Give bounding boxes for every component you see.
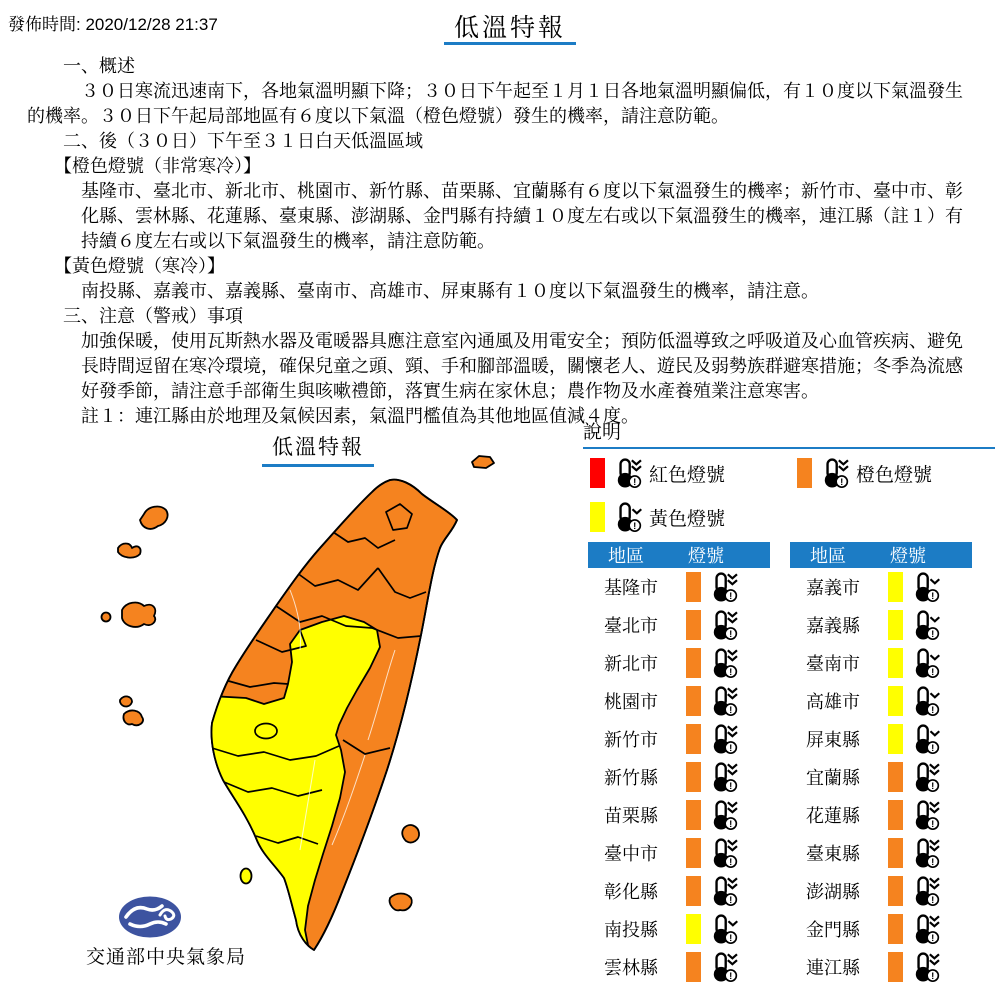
signal-swatch — [686, 724, 701, 754]
thermometer-icon — [706, 571, 739, 604]
signal-swatch — [888, 762, 903, 792]
body-line: 長時間逗留在寒冷環境，確保兒童之頭、頸、手和腳部溫暖，關懷老人、遊民及弱勢族群避寒措施；冬季為流感 — [27, 356, 963, 376]
body-line: 的機率。３０日下午起局部地區有６度以下氣溫（橙色燈號）發生的機率，請注意防範。 — [27, 106, 729, 126]
body-line: 【黃色燈號（寒冷）】 — [27, 256, 225, 276]
thermometer-icon — [908, 837, 941, 870]
table-row — [790, 606, 972, 644]
svg-text:!: ! — [931, 780, 935, 792]
table-row — [790, 796, 972, 834]
region-signal-tables — [588, 542, 995, 986]
svg-text:!: ! — [931, 742, 935, 754]
signal-swatch — [888, 800, 903, 830]
signal-swatch — [888, 952, 903, 982]
signal-swatch — [888, 914, 903, 944]
signal-swatch — [888, 648, 903, 678]
signal-swatch — [888, 686, 903, 716]
island-green — [402, 825, 419, 842]
region-name: 新竹縣 — [604, 768, 658, 788]
signal-swatch — [686, 914, 701, 944]
region-name: 苗栗縣 — [604, 806, 658, 826]
table-header — [588, 542, 770, 568]
table-row — [790, 758, 972, 796]
body-line: ３０日寒流迅速南下，各地氣溫明顯下降；３０日下午起至１月１日各地氣溫明顯偏低，有１０度以下氣溫發生 — [27, 81, 963, 101]
svg-text:!: ! — [729, 780, 733, 792]
body-line: 南投縣、嘉義市、嘉義縣、臺南市、高雄市、屏東縣有１０度以下氣溫發生的機率，請注意。 — [27, 281, 819, 301]
region-name: 連江縣 — [806, 958, 860, 978]
table-row — [790, 644, 972, 682]
thermometer-icon — [706, 875, 739, 908]
svg-text:!: ! — [729, 818, 733, 830]
thermometer-icon — [610, 457, 643, 490]
svg-text:!: ! — [729, 970, 733, 982]
region-table-right — [790, 542, 972, 986]
publish-time: 發佈時間: 2020/12/28 21:37 — [8, 15, 218, 34]
island-kinmen-b — [123, 710, 143, 725]
region-name: 花蓮縣 — [806, 806, 860, 826]
island-penghu-islet — [102, 613, 111, 622]
svg-text:!: ! — [931, 970, 935, 982]
thermometer-icon — [706, 951, 739, 984]
svg-text:!: ! — [931, 590, 935, 602]
color-swatch — [590, 458, 605, 488]
region-name: 金門縣 — [806, 920, 860, 940]
thermometer-icon — [706, 609, 739, 642]
thermometer-icon — [817, 457, 850, 490]
signal-column-header: 燈號 — [890, 546, 926, 566]
region-name: 臺南市 — [806, 654, 860, 674]
thermometer-icon — [908, 875, 941, 908]
island-gueishan — [472, 456, 494, 468]
thermometer-icon — [908, 723, 941, 756]
signal-swatch — [686, 686, 701, 716]
legend-divider — [583, 447, 995, 449]
region-name: 屏東縣 — [806, 730, 860, 750]
legend-item — [590, 451, 797, 495]
body-line: 【橙色燈號（非常寒冷）】 — [27, 156, 261, 176]
table-row — [588, 758, 770, 796]
region-name: 臺中市 — [604, 844, 658, 864]
region-name: 澎湖縣 — [806, 882, 860, 902]
legend-and-tables-panel — [583, 417, 995, 986]
title-underline — [444, 42, 576, 45]
region-name: 彰化縣 — [604, 882, 658, 902]
svg-text:!: ! — [931, 856, 935, 868]
island-matsu-south — [118, 544, 141, 558]
thermometer-icon — [908, 761, 941, 794]
table-row — [790, 682, 972, 720]
signal-swatch — [686, 838, 701, 868]
body-line: 化縣、雲林縣、花蓮縣、臺東縣、澎湖縣、金門縣有持續１０度左右或以下氣溫發生的機率，連江縣（註１）有 — [27, 206, 963, 226]
table-row — [588, 644, 770, 682]
table-header — [790, 542, 972, 568]
color-swatch — [590, 502, 605, 532]
thermometer-icon — [706, 723, 739, 756]
table-row — [790, 720, 972, 758]
region-name: 南投縣 — [604, 920, 658, 940]
svg-text:!: ! — [729, 932, 733, 944]
agency-name: 交通部中央氣象局 — [86, 947, 247, 968]
svg-text:!: ! — [729, 590, 733, 602]
legend-label: 橙色燈號 — [856, 464, 933, 486]
region-name: 桃園市 — [604, 692, 658, 712]
thermometer-icon — [908, 571, 941, 604]
legend-label: 紅色燈號 — [649, 464, 726, 486]
body-line: 三、注意（警戒）事項 — [27, 306, 243, 326]
table-row — [790, 948, 972, 986]
signal-swatch — [686, 610, 701, 640]
svg-text:!: ! — [729, 894, 733, 906]
signal-swatch — [888, 572, 903, 602]
region-column-header: 地區 — [608, 546, 644, 566]
body-line: 註１：連江縣由於地理及氣候因素，氣溫門檻值為其他地區值減４度。 — [27, 406, 639, 426]
island-penghu — [122, 603, 155, 627]
signal-swatch — [686, 952, 701, 982]
thermometer-icon — [610, 501, 643, 534]
region-name: 嘉義縣 — [806, 616, 860, 636]
svg-text:!: ! — [729, 704, 733, 716]
table-row — [588, 796, 770, 834]
signal-swatch — [686, 800, 701, 830]
svg-text:!: ! — [931, 818, 935, 830]
region-name: 嘉義市 — [806, 578, 860, 598]
advisory-text — [27, 54, 995, 429]
table-row — [588, 834, 770, 872]
legend-label: 黃色燈號 — [649, 508, 726, 530]
svg-text:!: ! — [931, 894, 935, 906]
svg-text:!: ! — [729, 666, 733, 678]
island-liuqiu — [241, 869, 252, 884]
signal-swatch — [686, 876, 701, 906]
body-line: 基隆市、臺北市、新北市、桃園市、新竹縣、苗栗縣、宜蘭縣有６度以下氣溫發生的機率；新竹市、臺中市、彰 — [27, 181, 963, 201]
svg-text:!: ! — [633, 476, 637, 488]
signal-swatch — [888, 876, 903, 906]
region-table-left — [588, 542, 770, 986]
legend-item — [797, 451, 995, 495]
color-swatch — [797, 458, 812, 488]
map-title: 低溫特報 — [262, 431, 374, 467]
signal-swatch — [686, 762, 701, 792]
table-row — [588, 948, 770, 986]
svg-text:!: ! — [633, 520, 637, 532]
region-name: 新竹市 — [604, 730, 658, 750]
body-line: 一、概述 — [27, 56, 135, 76]
svg-text:!: ! — [729, 856, 733, 868]
table-row — [790, 872, 972, 910]
thermometer-icon — [908, 609, 941, 642]
body-line: 持續６度左右或以下氣溫發生的機率，請注意防範。 — [27, 231, 495, 251]
island-kinmen-a — [120, 696, 132, 706]
thermometer-icon — [908, 647, 941, 680]
thermometer-icon — [908, 685, 941, 718]
thermometer-icon — [706, 647, 739, 680]
table-row — [588, 682, 770, 720]
thermometer-icon — [706, 837, 739, 870]
svg-text:!: ! — [931, 666, 935, 678]
signal-swatch — [686, 572, 701, 602]
thermometer-icon — [706, 685, 739, 718]
thermometer-icon — [706, 761, 739, 794]
region-name: 新北市 — [604, 654, 658, 674]
body-line: 好發季節，請注意手部衛生與咳嗽禮節，落實生病在家休息；農作物及水產養殖業注意寒害。 — [27, 381, 819, 401]
region-name: 高雄市 — [806, 692, 860, 712]
table-row — [588, 720, 770, 758]
legend — [583, 451, 995, 539]
thermometer-icon — [908, 951, 941, 984]
thermometer-icon — [706, 799, 739, 832]
table-row — [588, 606, 770, 644]
table-row — [790, 834, 972, 872]
signal-column-header: 燈號 — [688, 546, 724, 566]
body-line: 二、後（３０日）下午至３１日白天低溫區域 — [27, 131, 423, 151]
signal-swatch — [888, 610, 903, 640]
island-matsu-north — [140, 507, 168, 529]
table-row — [588, 872, 770, 910]
page-title: 低溫特報 — [453, 14, 566, 42]
svg-text:!: ! — [931, 704, 935, 716]
svg-text:!: ! — [729, 628, 733, 640]
region-column-header: 地區 — [810, 546, 846, 566]
table-row — [790, 910, 972, 948]
svg-text:!: ! — [931, 932, 935, 944]
cwb-logo — [116, 894, 186, 940]
thermometer-icon — [908, 799, 941, 832]
signal-swatch — [888, 838, 903, 868]
region-name: 臺東縣 — [806, 844, 860, 864]
svg-text:!: ! — [931, 628, 935, 640]
legend-item — [590, 495, 797, 539]
table-row — [790, 568, 972, 606]
thermometer-icon — [908, 913, 941, 946]
body-line: 加強保暖，使用瓦斯熱水器及電暖器具應注意室內通風及用電安全；預防低溫導致之呼吸道及心血管疾病、避免 — [27, 331, 963, 351]
region-name: 宜蘭縣 — [806, 768, 860, 788]
region-name: 基隆市 — [604, 578, 658, 598]
region-name: 雲林縣 — [604, 958, 658, 978]
signal-swatch — [888, 724, 903, 754]
thermometer-icon — [706, 913, 739, 946]
svg-text:!: ! — [729, 742, 733, 754]
signal-swatch — [686, 648, 701, 678]
legend-title: 說明 — [583, 422, 622, 443]
svg-text:!: ! — [840, 476, 844, 488]
region-name: 臺北市 — [604, 616, 658, 636]
table-row — [588, 910, 770, 948]
island-orchid — [390, 894, 412, 911]
table-row — [588, 568, 770, 606]
